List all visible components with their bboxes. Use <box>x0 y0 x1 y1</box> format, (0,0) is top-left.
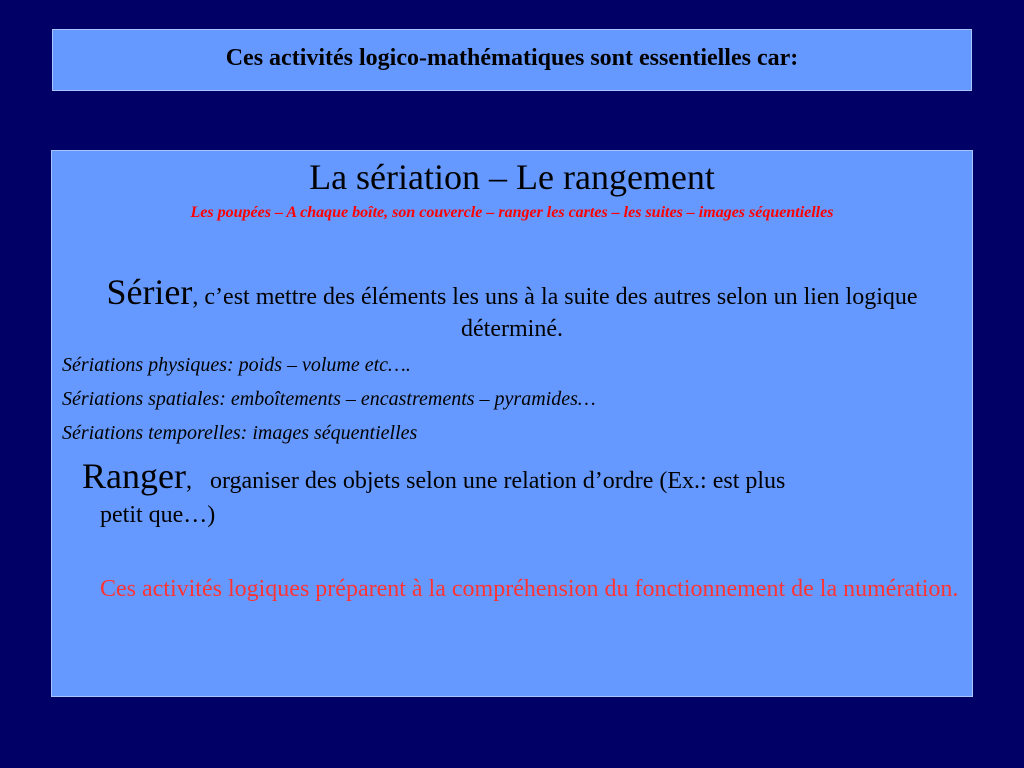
seriation-temporal: Sériations temporelles: images séquentielles <box>62 422 418 444</box>
slide-title: Ces activités logico-mathématiques sont essentielles car: <box>225 44 799 71</box>
seriation-spatial: Sériations spatiales: emboîtements – encastrements – pyramides… <box>62 388 596 410</box>
serier-definition <box>72 272 952 345</box>
ranger-keyword: Ranger <box>82 456 186 496</box>
ranger-text-line1: organiser des objets selon une relation d’ordre (Ex.: est plus <box>209 468 786 494</box>
conclusion-text: Ces activités logiques préparent à la compréhension du fonctionnement de la numération. <box>100 576 959 602</box>
serier-keyword: Sérier <box>106 272 193 312</box>
content-box <box>51 150 973 697</box>
ranger-text-line2: petit que…) <box>100 502 216 528</box>
title-box <box>52 29 972 91</box>
ranger-definition <box>82 456 952 532</box>
examples-subtitle: Les poupées – A chaque boîte, son couvercle – ranger les cartes – les suites – images séquentielles <box>190 204 834 221</box>
serier-text: , c’est mettre des éléments les uns à la suite des autres selon un lien logique déterminé. <box>192 284 918 342</box>
seriation-physical: Sériations physiques: poids – volume etc…. <box>62 354 411 376</box>
ranger-comma: , <box>185 468 192 494</box>
section-heading: La sériation – Le rangement <box>309 157 715 197</box>
